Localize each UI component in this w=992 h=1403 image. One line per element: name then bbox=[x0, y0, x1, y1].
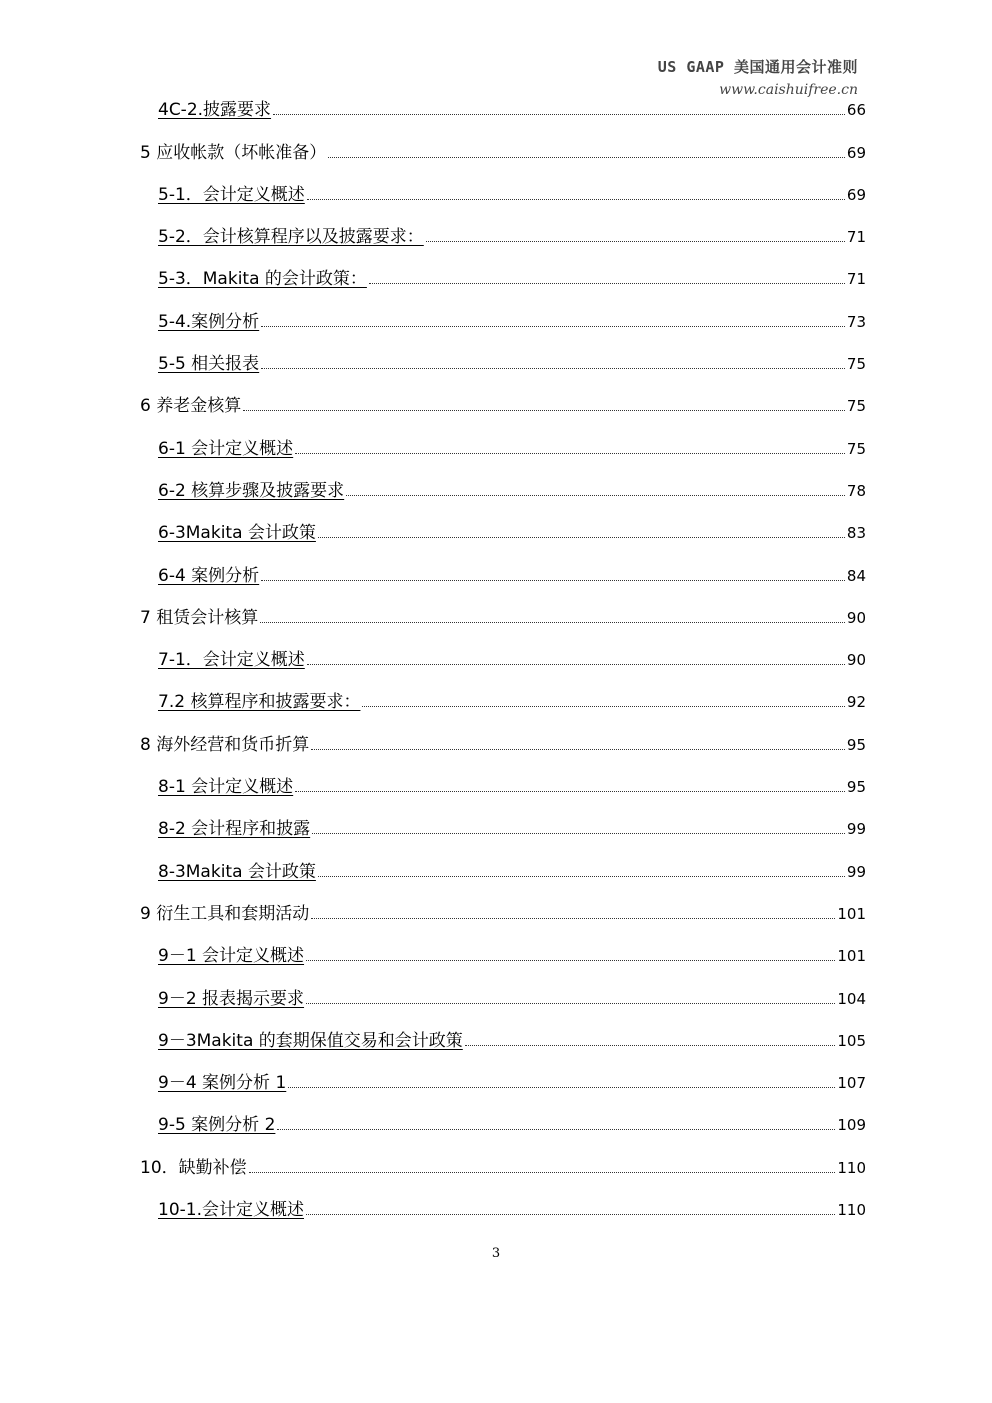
toc-entry-page: 75 bbox=[846, 397, 866, 416]
toc-entry[interactable] bbox=[140, 303, 866, 345]
toc-entry[interactable] bbox=[140, 853, 866, 895]
toc-leader-dots bbox=[426, 241, 845, 242]
toc-entry-label[interactable]: 8-3Makita 会计政策 bbox=[158, 861, 316, 882]
toc-entry-page: 73 bbox=[846, 312, 866, 331]
toc-entry-page: 71 bbox=[846, 228, 866, 247]
toc-entry[interactable] bbox=[140, 92, 866, 134]
toc-entry[interactable] bbox=[140, 1065, 866, 1107]
toc-entry-page: 66 bbox=[846, 101, 866, 120]
toc-entry[interactable] bbox=[140, 219, 866, 261]
toc-entry-label[interactable]: 10-1.会计定义概述 bbox=[158, 1200, 304, 1221]
toc-entry[interactable] bbox=[140, 600, 866, 642]
toc-leader-dots bbox=[273, 114, 845, 115]
table-of-contents bbox=[140, 92, 866, 1234]
toc-entry[interactable] bbox=[140, 557, 866, 599]
toc-leader-dots bbox=[249, 1172, 836, 1173]
toc-leader-dots bbox=[243, 410, 845, 411]
toc-entry-page: 101 bbox=[837, 904, 866, 923]
toc-entry-page: 110 bbox=[837, 1158, 866, 1177]
toc-entry-page: 83 bbox=[846, 524, 866, 543]
toc-entry-label[interactable]: 6 养老金核算 bbox=[140, 396, 242, 417]
toc-leader-dots bbox=[261, 368, 845, 369]
toc-entry[interactable] bbox=[140, 430, 866, 472]
toc-entry[interactable] bbox=[140, 896, 866, 938]
toc-entry-page: 71 bbox=[846, 270, 866, 289]
toc-entry-label[interactable]: 9－1 会计定义概述 bbox=[158, 946, 305, 967]
toc-entry[interactable] bbox=[140, 346, 866, 388]
toc-entry-page: 92 bbox=[846, 693, 866, 712]
toc-entry[interactable] bbox=[140, 177, 866, 219]
toc-leader-dots bbox=[260, 622, 845, 623]
toc-entry[interactable] bbox=[140, 980, 866, 1022]
toc-entry-label[interactable]: 7 租赁会计核算 bbox=[140, 607, 259, 628]
toc-entry[interactable] bbox=[140, 473, 866, 515]
toc-entry-label[interactable]: 6-3Makita 会计政策 bbox=[158, 523, 316, 544]
toc-entry[interactable] bbox=[140, 1107, 866, 1149]
page-number: 3 bbox=[491, 1246, 501, 1261]
toc-entry-label[interactable]: 7.2 核算程序和披露要求： bbox=[158, 692, 361, 713]
toc-entry-label[interactable]: 6-2 核算步骤及披露要求 bbox=[158, 480, 345, 501]
toc-leader-dots bbox=[261, 326, 845, 327]
toc-entry-label[interactable]: 5-5 相关报表 bbox=[158, 354, 260, 375]
toc-entry[interactable] bbox=[140, 1192, 866, 1234]
toc-leader-dots bbox=[318, 876, 845, 877]
toc-entry-label[interactable]: 8-2 会计程序和披露 bbox=[158, 819, 311, 840]
toc-entry-label[interactable]: 8-1 会计定义概述 bbox=[158, 777, 294, 798]
toc-entry[interactable] bbox=[140, 1023, 866, 1065]
toc-entry[interactable] bbox=[140, 684, 866, 726]
toc-entry-label[interactable]: 9-5 案例分析 2 bbox=[158, 1115, 276, 1136]
toc-entry-page: 75 bbox=[846, 439, 866, 458]
toc-entry-page: 109 bbox=[837, 1116, 866, 1135]
toc-leader-dots bbox=[277, 1129, 835, 1130]
toc-entry-label[interactable]: 9－2 报表揭示要求 bbox=[158, 988, 305, 1009]
toc-entry-label[interactable]: 6-1 会计定义概述 bbox=[158, 438, 294, 459]
toc-leader-dots bbox=[307, 664, 845, 665]
toc-entry-page: 84 bbox=[846, 566, 866, 585]
toc-entry[interactable] bbox=[140, 769, 866, 811]
toc-entry-label[interactable]: 6-4 案例分析 bbox=[158, 565, 260, 586]
toc-entry-page: 105 bbox=[837, 1031, 866, 1050]
toc-entry-page: 104 bbox=[837, 989, 866, 1008]
toc-entry-page: 99 bbox=[846, 862, 866, 881]
toc-entry-label[interactable]: 5-1．会计定义概述 bbox=[158, 184, 305, 205]
toc-entry-label[interactable]: 4C-2.披露要求 bbox=[158, 100, 272, 121]
toc-entry-label[interactable]: 9－4 案例分析 1 bbox=[158, 1073, 287, 1094]
toc-entry-page: 95 bbox=[846, 778, 866, 797]
toc-entry-label[interactable]: 9－3Makita 的套期保值交易和会计政策 bbox=[158, 1030, 463, 1051]
toc-leader-dots bbox=[295, 453, 845, 454]
toc-entry[interactable] bbox=[140, 938, 866, 980]
toc-entry-page: 101 bbox=[837, 947, 866, 966]
toc-entry-label[interactable]: 10．缺勤补偿 bbox=[140, 1157, 247, 1178]
toc-leader-dots bbox=[307, 199, 845, 200]
header-site: www.caishuifree.cn bbox=[719, 82, 858, 98]
toc-entry-page: 107 bbox=[837, 1074, 866, 1093]
toc-entry[interactable] bbox=[140, 261, 866, 303]
toc-entry-page: 69 bbox=[846, 143, 866, 162]
toc-leader-dots bbox=[465, 1045, 836, 1046]
toc-leader-dots bbox=[295, 791, 845, 792]
toc-entry[interactable] bbox=[140, 134, 866, 176]
toc-entry[interactable] bbox=[140, 1149, 866, 1191]
toc-leader-dots bbox=[306, 1214, 835, 1215]
toc-entry[interactable] bbox=[140, 515, 866, 557]
toc-entry-label[interactable]: 9 衍生工具和套期活动 bbox=[140, 903, 310, 924]
toc-leader-dots bbox=[346, 495, 845, 496]
toc-leader-dots bbox=[311, 918, 835, 919]
toc-entry-label[interactable]: 5-2．会计核算程序以及披露要求： bbox=[158, 227, 424, 248]
toc-leader-dots bbox=[306, 960, 835, 961]
toc-leader-dots bbox=[318, 537, 845, 538]
toc-entry-page: 78 bbox=[846, 481, 866, 500]
toc-leader-dots bbox=[261, 580, 845, 581]
toc-entry-page: 99 bbox=[846, 820, 866, 839]
toc-entry-page: 69 bbox=[846, 185, 866, 204]
toc-entry-page: 75 bbox=[846, 355, 866, 374]
toc-entry-label[interactable]: 5-3．Makita 的会计政策： bbox=[158, 269, 367, 290]
toc-entry-label[interactable]: 5-4.案例分析 bbox=[158, 311, 260, 332]
toc-leader-dots bbox=[312, 833, 845, 834]
toc-leader-dots bbox=[288, 1087, 835, 1088]
toc-entry[interactable] bbox=[140, 726, 866, 768]
toc-entry-page: 95 bbox=[846, 735, 866, 754]
toc-entry-label[interactable]: 8 海外经营和货币折算 bbox=[140, 734, 310, 755]
toc-leader-dots bbox=[311, 749, 845, 750]
toc-entry-page: 110 bbox=[837, 1201, 866, 1220]
toc-entry-label[interactable]: 7-1．会计定义概述 bbox=[158, 650, 305, 671]
toc-leader-dots bbox=[306, 1003, 835, 1004]
toc-entry[interactable] bbox=[140, 642, 866, 684]
toc-leader-dots bbox=[369, 283, 845, 284]
toc-leader-dots bbox=[362, 706, 844, 707]
toc-entry-page: 90 bbox=[846, 608, 866, 627]
toc-entry-label[interactable]: 5 应收帐款（坏帐准备） bbox=[140, 142, 327, 163]
toc-leader-dots bbox=[328, 157, 845, 158]
toc-entry[interactable] bbox=[140, 811, 866, 853]
toc-entry-page: 90 bbox=[846, 651, 866, 670]
toc-entry[interactable] bbox=[140, 388, 866, 430]
header-title: US GAAP 美国通用会计准则 bbox=[657, 58, 858, 76]
